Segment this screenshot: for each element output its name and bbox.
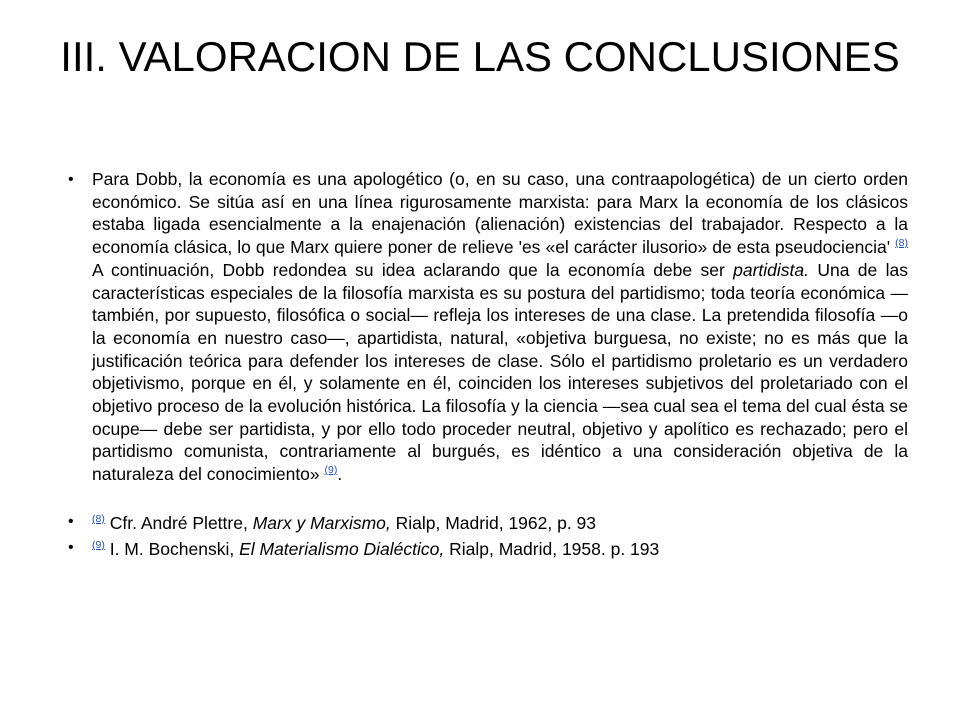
bullet-icon: • xyxy=(68,538,74,556)
footnote-title-9: El Materialismo Dialéctico, xyxy=(239,538,445,559)
paragraph-text-3: Una de las características especiales de la filosofía marxista es su postura del partidismo; toda teoría económica —también, por supuesto, filosófica o social— refleja los intereses de una clase. La pretendida filosofía —o la economía en nuestro caso—, apartidista, natural, «objetiva burguesa, no existe; no es más que la justificación teórica para defender los intereses de clase. Sólo el partidismo proletario es un verdadero objetivismo, porque en él, y solamente en él, coinciden los intereses subjetivos del proletariado con el objetivo proceso de la evolución histórica. La filosofía y la ciencia —sea cual sea el tema del cual ésta se ocupe— debe ser partidista, y por ello todo proceder neutral, objetivo y apolítico es rechazado; pero el partidismo comunista, contrariamente al burgués, es idéntico a una consideración objetiva de la naturaleza del conocimiento» xyxy=(92,259,908,485)
main-paragraph xyxy=(92,168,908,486)
footnote-item-8 xyxy=(68,510,908,536)
footnote-title-8: Marx y Marxismo, xyxy=(252,512,391,533)
paragraph-text-2: A continuación, Dobb redondea su idea aclarando que la economía debe ser xyxy=(92,259,734,280)
bullet-icon: • xyxy=(68,512,74,530)
footnotes-list xyxy=(68,510,908,562)
footnote-ref-8[interactable]: (8) xyxy=(92,513,105,526)
main-bullet xyxy=(68,168,908,486)
paragraph-text-4: . xyxy=(337,464,343,485)
footnote-before-8: Cfr. André Plettre, xyxy=(104,512,253,533)
footnote-text-8 xyxy=(92,510,908,536)
footnote-text-9 xyxy=(92,536,908,562)
footnote-link-9[interactable]: (9) xyxy=(324,464,338,477)
footnote-after-9: Rialp, Madrid, 1958. p. 193 xyxy=(444,538,660,559)
paragraph-text-1: Para Dobb, la economía es una apologético (o, en su caso, una contraapologética) de un cierto orden económico. Se sitúa así en una línea rigurosamente marxista: para Marx la economía de los clásicos estaba ligada esencialmente a la enajenación (alienación) existencias del trabajador. Respecto a la economía clásica, lo que Marx quiere poner de relieve 'es «el carácter ilusorio» de esta pseudociencia' xyxy=(92,169,908,258)
footnote-after-8: Rialp, Madrid, 1962, p. 93 xyxy=(390,512,597,533)
footnote-link-8[interactable]: (8) xyxy=(895,237,908,250)
slide-title: III. VALORACION DE LAS CONCLUSIONES xyxy=(60,33,900,80)
footnote-item-9 xyxy=(68,536,908,562)
footnote-ref-9[interactable]: (9) xyxy=(92,539,105,552)
paragraph-italic-partidista: partidista. xyxy=(733,259,810,280)
bullet-icon: • xyxy=(68,171,74,188)
footnote-before-9: I. M. Bochenski, xyxy=(104,538,240,559)
slide-body xyxy=(68,168,908,562)
